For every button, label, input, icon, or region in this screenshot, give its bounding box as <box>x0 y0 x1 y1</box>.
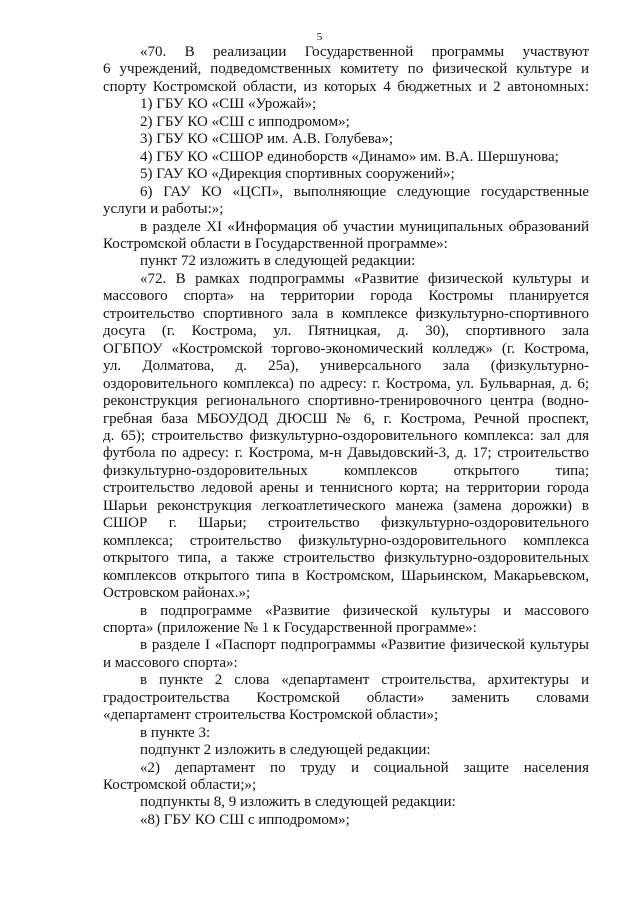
text-line: д. 65); строительство физкультурно-оздоровительного комплекса: зал для <box>103 427 589 444</box>
text-line: услуги и работы:»; <box>103 201 224 218</box>
document-body <box>103 44 589 829</box>
text-line: строительство ледовой арены и теннисного корта; на территории города <box>103 480 589 497</box>
text-line: и массового спорта»: <box>103 654 238 671</box>
text-line: в подпрограмме «Развитие физической культуры и массового <box>140 602 589 619</box>
text-line: оздоровительного комплекса) по адресу: г. Кострома, ул. Бульварная, д. 6; <box>103 375 589 392</box>
text-line: 5) ГАУ КО «Дирекция спортивных сооружений»; <box>140 166 455 183</box>
text-line: гребная база МБОУДОД ДЮСШ № 6, г. Кострома, Речной проспект, <box>103 410 589 427</box>
text-line: в разделе XI «Информация об участии муниципальных образований <box>140 218 589 235</box>
text-line: 2) ГБУ КО «СШ с ипподромом»; <box>140 113 350 130</box>
text-line: «департамент строительства Костромской области»; <box>103 707 439 724</box>
text-line: 1) ГБУ КО «СШ «Урожай»; <box>140 96 317 113</box>
text-line: пункт 72 изложить в следующей редакции: <box>140 253 416 270</box>
text-line: футбола по адресу: г. Кострома, м-н Давыдовский-3, д. 17; строительство <box>103 445 589 462</box>
text-line: комплексов открытого типа в Костромском, Шарьинском, Макарьевском, <box>103 567 589 584</box>
text-line: «70. В реализации Государственной программы участвуют <box>140 44 589 60</box>
text-line: Костромской области;»; <box>103 777 257 794</box>
page-number: 5 <box>316 31 323 43</box>
text-line: «72. В рамках подпрограммы «Развитие физической культуры и <box>140 270 589 287</box>
text-line: СШОР г. Шарьи; строительство физкультурно-оздоровительного <box>103 515 589 532</box>
text-line: ул. Долматова, д. 25а), универсального зала (физкультурно- <box>103 358 589 375</box>
text-line: реконструкция регионального спортивно-тренировочного центра (водно- <box>103 393 589 410</box>
text-line: Островском районах.»; <box>103 585 251 602</box>
text-line: «8) ГБУ КО СШ с ипподромом»; <box>140 811 350 828</box>
text-line: «2) департамент по труду и социальной защите населения <box>140 759 589 776</box>
text-line: спорта» (приложение № 1 к Государственной программе»: <box>103 619 477 636</box>
text-line: досуга (г. Кострома, ул. Пятницкая, д. 30), спортивного зала <box>103 323 589 340</box>
text-line: строительство спортивного зала в комплексе физкультурно-спортивного <box>103 305 589 322</box>
text-line: 4) ГБУ КО «СШОР единоборств «Динамо» им. В.А. Шершунова; <box>140 148 559 165</box>
text-line: Костромской области в Государственной программе»: <box>103 235 448 252</box>
text-line: подпункт 2 изложить в следующей редакции: <box>140 742 431 759</box>
text-line: 6) ГАУ КО «ЦСП», выполняющие следующие государственные <box>140 183 589 200</box>
text-line: в разделе I «Паспорт подпрограммы «Развитие физической культуры <box>140 637 589 654</box>
text-line: в пункте 3: <box>140 724 211 741</box>
text-line: Шарьи реконструкция легкоатлетического манежа (замена дорожки) в <box>103 497 589 514</box>
text-line: спорту Костромской области, из которых 4 бюджетных и 2 автономных: <box>103 78 589 95</box>
text-line: в пункте 2 слова «департамент строительства, архитектуры и <box>140 672 589 689</box>
text-line: ОГБПОУ «Костромской торгово-экономический колледж» (г. Кострома, <box>103 340 589 357</box>
text-line: массового спорта» на территории города Костромы планируется <box>103 288 589 305</box>
text-line: 3) ГБУ КО «СШОР им. А.В. Голубева»; <box>140 131 394 148</box>
text-line: открытого типа, а также строительство физкультурно-оздоровительных <box>103 550 589 567</box>
text-line: комплекса; строительство физкультурно-оздоровительного комплекса <box>103 532 589 549</box>
text-line: 6 учреждений, подведомственных комитету по физической культуре и <box>103 61 589 78</box>
text-line: градостроительства Костромской области» заменить словами <box>103 689 589 706</box>
text-line: подпункты 8, 9 изложить в следующей редакции: <box>140 794 456 811</box>
text-line: физкультурно-оздоровительных комплексов открытого типа; <box>103 462 589 479</box>
